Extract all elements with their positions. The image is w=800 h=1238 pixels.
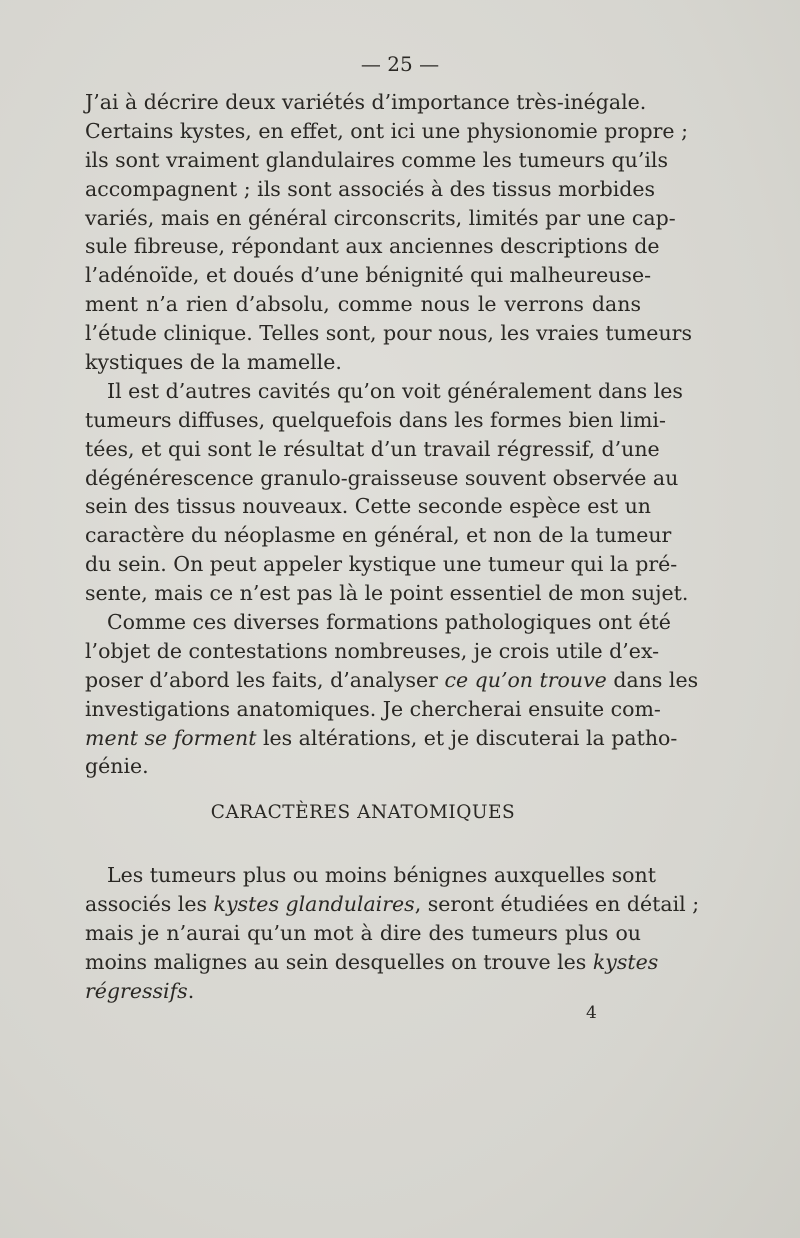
text-run: moins malignes au sein desquelles on trouve les [85, 949, 593, 974]
text-line: sule fibreuse, répondant aux anciennes descriptions de [85, 234, 660, 259]
body-text [85, 88, 700, 1006]
text-line: Comme ces diverses formations pathologiques ont été [107, 610, 671, 635]
text-run: , seront étudiées en détail ; [414, 892, 700, 917]
italic-run: kystes [592, 949, 659, 974]
text-line: caractère du néoplasme en général, et non de la tumeur [85, 523, 672, 548]
section-title: CARACTÈRES ANATOMIQUES [210, 802, 516, 824]
signature-mark: 4 [586, 1003, 597, 1023]
text-line [85, 724, 678, 753]
text-line: Il est d’autres cavités qu’on voit généralement dans les [107, 378, 683, 403]
text-line: ils sont vraiment glandulaires comme les tumeurs qu’ils [85, 147, 668, 172]
text-line [85, 948, 659, 977]
text-line [85, 890, 700, 919]
text-line: dégénérescence granulo-graisseuse souvent observée au [85, 465, 679, 490]
text-line [85, 666, 699, 695]
text-line: kystiques de la mamelle. [85, 350, 342, 375]
text-line: tumeurs diffuses, quelquefois dans les formes bien limi- [85, 407, 666, 432]
text-line: Certains kystes, en effet, ont ici une physionomie propre ; [85, 118, 688, 143]
text-line: Les tumeurs plus ou moins bénignes auxquelles sont [107, 863, 656, 888]
text-run: les altérations, et je discuterai la patho- [256, 725, 678, 750]
text-run: . [187, 978, 195, 1003]
text-line: J’ai à décrire deux variétés d’importance très-inégale. [85, 90, 647, 114]
page-number-header: — 25 — [360, 52, 440, 76]
text-line: du sein. On peut appeler kystique une tumeur qui la pré- [85, 552, 678, 577]
italic-run: ment se forment [85, 725, 257, 750]
text-line: l’étude clinique. Telles sont, pour nous, les vraies tumeurs [85, 321, 692, 346]
text-line: sente, mais ce n’est pas là le point essentiel de mon sujet. [85, 581, 689, 606]
text-line: génie. [85, 754, 149, 779]
italic-run: kystes glandulaires [213, 892, 415, 917]
text-run: poser d’abord les faits, d’analyser [85, 667, 445, 692]
text-line: l’adénoïde, et doués d’une bénignité qui malheureuse- [85, 263, 652, 288]
text-line: accompagnent ; ils sont associés à des tissus morbides [85, 176, 656, 201]
italic-run: ce qu’on trouve [444, 667, 607, 692]
text-run: dans les [606, 667, 699, 692]
text-line: l’objet de contestations nombreuses, je crois utile d’ex- [85, 638, 660, 663]
italic-run: régressifs [85, 978, 188, 1003]
text-line: investigations anatomiques. Je chercherai ensuite com- [85, 696, 661, 721]
text-line: tées, et qui sont le résultat d’un travail régressif, d’une [85, 436, 660, 461]
text-run: associés les [85, 892, 214, 917]
text-line [85, 977, 641, 1006]
text-line: mais je n’aurai qu’un mot à dire des tumeurs plus ou [85, 921, 641, 946]
text-line: sein des tissus nouveaux. Cette seconde espèce est un [85, 494, 652, 519]
text-line: ment n’a rien d’absolu, comme nous le verrons dans [85, 292, 641, 317]
text-line: variés, mais en général circonscrits, limités par une cap- [85, 205, 676, 230]
